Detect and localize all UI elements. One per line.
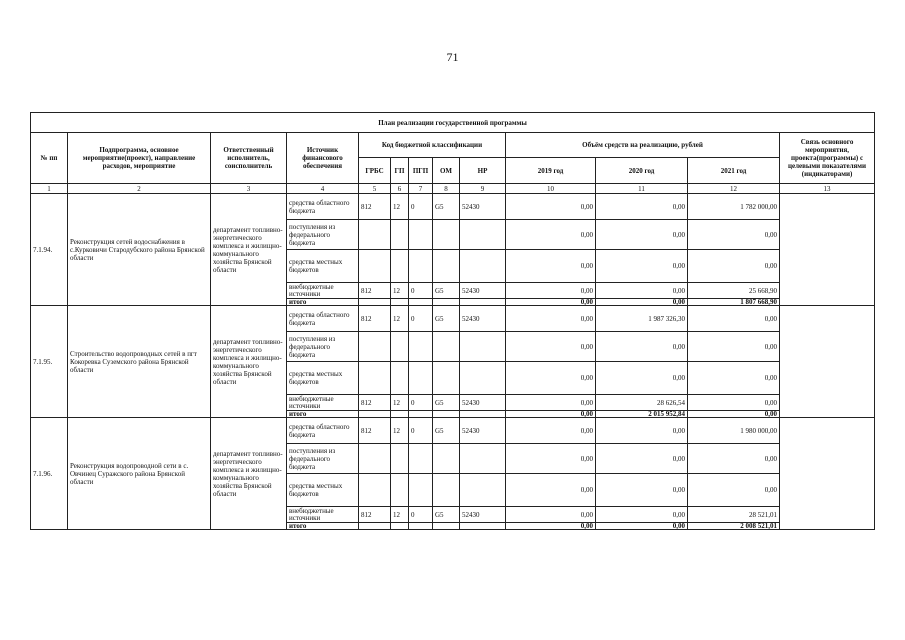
source-cell: внебюджетные источники: [287, 395, 359, 411]
total-2019: 0,00: [506, 523, 596, 530]
total-2020: 0,00: [596, 523, 688, 530]
pgp-cell: [409, 332, 433, 362]
header-source: Источник финансового обеспечения: [287, 133, 359, 184]
header-om: ОМ: [433, 158, 460, 184]
value-2021: 28 521,01: [688, 507, 780, 523]
grbs-cell: [359, 332, 391, 362]
om-cell: [433, 411, 460, 418]
gp-cell: [391, 362, 409, 395]
grbs-cell: 812: [359, 283, 391, 299]
column-number: 6: [391, 184, 409, 194]
block-name: Реконструкция водопроводной сети в с. Овчинец Суражского района Брянской области: [68, 418, 211, 530]
value-2020: 0,00: [596, 220, 688, 250]
block-executor: департамент топливно-энергетического комплекса и жилищно-коммунального хозяйства Брянской области: [211, 194, 287, 306]
source-cell: поступления из федерального бюджета: [287, 332, 359, 362]
value-2021: 1 782 000,00: [688, 194, 780, 220]
source-cell: внебюджетные источники: [287, 507, 359, 523]
gp-cell: [391, 299, 409, 306]
value-2020: 28 626,54: [596, 395, 688, 411]
pgp-cell: [409, 523, 433, 530]
source-cell: поступления из федерального бюджета: [287, 444, 359, 474]
np-cell: [460, 523, 506, 530]
om-cell: [433, 220, 460, 250]
indicator-link-cell: [780, 194, 875, 306]
header-executor: Ответственный исполнитель, соисполнитель: [211, 133, 287, 184]
header-gp: ГП: [391, 158, 409, 184]
om-cell: [433, 362, 460, 395]
header-name: Подпрограмма, основное мероприятие(проект), направление расходов, мероприятие: [68, 133, 211, 184]
value-2020: 0,00: [596, 250, 688, 283]
om-cell: G5: [433, 283, 460, 299]
gp-cell: [391, 523, 409, 530]
source-cell: средства областного бюджета: [287, 194, 359, 220]
header-budget-classification: Код бюджетной классификации: [359, 133, 506, 158]
gp-cell: 12: [391, 395, 409, 411]
column-number: 12: [688, 184, 780, 194]
pgp-cell: [409, 220, 433, 250]
np-cell: [460, 362, 506, 395]
source-cell: средства местных бюджетов: [287, 362, 359, 395]
om-cell: G5: [433, 418, 460, 444]
grbs-cell: [359, 250, 391, 283]
np-cell: [460, 444, 506, 474]
total-label: итого: [287, 411, 359, 418]
header-grbs: ГРБС: [359, 158, 391, 184]
header-no: № пп: [31, 133, 68, 184]
value-2019: 0,00: [506, 306, 596, 332]
value-2020: 0,00: [596, 507, 688, 523]
om-cell: G5: [433, 395, 460, 411]
value-2019: 0,00: [506, 507, 596, 523]
np-cell: 52430: [460, 194, 506, 220]
np-cell: [460, 299, 506, 306]
pgp-cell: 0: [409, 395, 433, 411]
column-number: 8: [433, 184, 460, 194]
header-volume: Объём средств на реализацию, рублей: [506, 133, 780, 158]
gp-cell: [391, 474, 409, 507]
total-label: итого: [287, 299, 359, 306]
value-2021: 0,00: [688, 362, 780, 395]
source-cell: средства областного бюджета: [287, 306, 359, 332]
header-2021: 2021 год: [688, 158, 780, 184]
total-2021: 1 807 668,90: [688, 299, 780, 306]
value-2021: 1 980 000,00: [688, 418, 780, 444]
pgp-cell: 0: [409, 507, 433, 523]
value-2019: 0,00: [506, 395, 596, 411]
value-2020: 0,00: [596, 332, 688, 362]
np-cell: [460, 220, 506, 250]
column-number: 11: [596, 184, 688, 194]
table-row: [31, 194, 875, 220]
grbs-cell: [359, 474, 391, 507]
block-number: 7.1.95.: [31, 306, 68, 418]
om-cell: [433, 250, 460, 283]
indicator-link-cell: [780, 306, 875, 418]
grbs-cell: 812: [359, 507, 391, 523]
header-np: НР: [460, 158, 506, 184]
total-2019: 0,00: [506, 411, 596, 418]
gp-cell: 12: [391, 418, 409, 444]
total-2020: 2 015 952,84: [596, 411, 688, 418]
pgp-cell: [409, 250, 433, 283]
value-2020: 1 987 326,30: [596, 306, 688, 332]
om-cell: [433, 444, 460, 474]
value-2021: 0,00: [688, 474, 780, 507]
block-number: 7.1.94.: [31, 194, 68, 306]
np-cell: 52430: [460, 418, 506, 444]
header-2020: 2020 год: [596, 158, 688, 184]
source-cell: средства областного бюджета: [287, 418, 359, 444]
block-number: 7.1.96.: [31, 418, 68, 530]
value-2021: 0,00: [688, 395, 780, 411]
np-cell: 52430: [460, 306, 506, 332]
grbs-cell: [359, 220, 391, 250]
value-2020: 0,00: [596, 362, 688, 395]
value-2019: 0,00: [506, 250, 596, 283]
value-2021: 0,00: [688, 220, 780, 250]
om-cell: [433, 332, 460, 362]
np-cell: [460, 332, 506, 362]
pgp-cell: 0: [409, 283, 433, 299]
source-cell: поступления из федерального бюджета: [287, 220, 359, 250]
value-2021: 25 668,90: [688, 283, 780, 299]
program-plan-table: [30, 112, 875, 530]
value-2019: 0,00: [506, 283, 596, 299]
value-2021: 0,00: [688, 250, 780, 283]
block-name: Строительство водопроводных сетей в пгт Кокоревка Суземского района Брянской области: [68, 306, 211, 418]
value-2021: 0,00: [688, 332, 780, 362]
gp-cell: 12: [391, 507, 409, 523]
grbs-cell: 812: [359, 395, 391, 411]
grbs-cell: [359, 299, 391, 306]
np-cell: [460, 411, 506, 418]
source-cell: средства местных бюджетов: [287, 250, 359, 283]
column-number: 7: [409, 184, 433, 194]
page-number: 71: [446, 50, 459, 64]
block-name: Реконструкция сетей водоснабжения в с.Курковичи Стародубского района Брянской области: [68, 194, 211, 306]
value-2020: 0,00: [596, 418, 688, 444]
om-cell: G5: [433, 507, 460, 523]
program-block: [31, 306, 875, 418]
om-cell: [433, 474, 460, 507]
total-2021: 2 008 521,01: [688, 523, 780, 530]
pgp-cell: [409, 411, 433, 418]
om-cell: G5: [433, 194, 460, 220]
value-2019: 0,00: [506, 362, 596, 395]
grbs-cell: [359, 523, 391, 530]
column-number: 9: [460, 184, 506, 194]
column-number: 3: [211, 184, 287, 194]
gp-cell: [391, 411, 409, 418]
pgp-cell: [409, 444, 433, 474]
table-row: [31, 306, 875, 332]
value-2021: 0,00: [688, 444, 780, 474]
grbs-cell: [359, 444, 391, 474]
column-number: 5: [359, 184, 391, 194]
om-cell: [433, 299, 460, 306]
pgp-cell: 0: [409, 194, 433, 220]
column-number: 1: [31, 184, 68, 194]
pgp-cell: [409, 362, 433, 395]
gp-cell: [391, 250, 409, 283]
table-title: План реализации государственной программы: [31, 113, 875, 133]
block-executor: департамент топливно-энергетического комплекса и жилищно-коммунального хозяйства Брянской области: [211, 418, 287, 530]
np-cell: [460, 250, 506, 283]
om-cell: [433, 523, 460, 530]
grbs-cell: 812: [359, 418, 391, 444]
total-2020: 0,00: [596, 299, 688, 306]
total-2021: 0,00: [688, 411, 780, 418]
np-cell: 52430: [460, 507, 506, 523]
value-2020: 0,00: [596, 283, 688, 299]
grbs-cell: [359, 411, 391, 418]
header-pgp: ПГП: [409, 158, 433, 184]
value-2020: 0,00: [596, 194, 688, 220]
pgp-cell: [409, 299, 433, 306]
program-block: [31, 194, 875, 306]
column-number: 4: [287, 184, 359, 194]
gp-cell: [391, 220, 409, 250]
grbs-cell: 812: [359, 306, 391, 332]
grbs-cell: [359, 362, 391, 395]
grbs-cell: 812: [359, 194, 391, 220]
table-row: [31, 418, 875, 444]
value-2019: 0,00: [506, 474, 596, 507]
om-cell: G5: [433, 306, 460, 332]
total-2019: 0,00: [506, 299, 596, 306]
gp-cell: 12: [391, 283, 409, 299]
block-executor: департамент топливно-энергетического комплекса и жилищно-коммунального хозяйства Брянской области: [211, 306, 287, 418]
value-2019: 0,00: [506, 194, 596, 220]
gp-cell: 12: [391, 194, 409, 220]
np-cell: [460, 474, 506, 507]
column-number: 13: [780, 184, 875, 194]
header-2019: 2019 год: [506, 158, 596, 184]
value-2019: 0,00: [506, 444, 596, 474]
gp-cell: [391, 444, 409, 474]
pgp-cell: 0: [409, 418, 433, 444]
value-2019: 0,00: [506, 418, 596, 444]
column-number: 2: [68, 184, 211, 194]
indicator-link-cell: [780, 418, 875, 530]
value-2019: 0,00: [506, 332, 596, 362]
np-cell: 52430: [460, 395, 506, 411]
value-2019: 0,00: [506, 220, 596, 250]
pgp-cell: [409, 474, 433, 507]
pgp-cell: 0: [409, 306, 433, 332]
header-indicator-link: Связь основного мероприятия, проекта(программы) с целевыми показателями (индикаторами): [780, 133, 875, 184]
source-cell: средства местных бюджетов: [287, 474, 359, 507]
gp-cell: [391, 332, 409, 362]
value-2021: 0,00: [688, 306, 780, 332]
value-2020: 0,00: [596, 444, 688, 474]
total-label: итого: [287, 523, 359, 530]
np-cell: 52430: [460, 283, 506, 299]
value-2020: 0,00: [596, 474, 688, 507]
source-cell: внебюджетные источники: [287, 283, 359, 299]
program-block: [31, 418, 875, 530]
column-number: 10: [506, 184, 596, 194]
gp-cell: 12: [391, 306, 409, 332]
column-numbers-row: [31, 184, 875, 194]
